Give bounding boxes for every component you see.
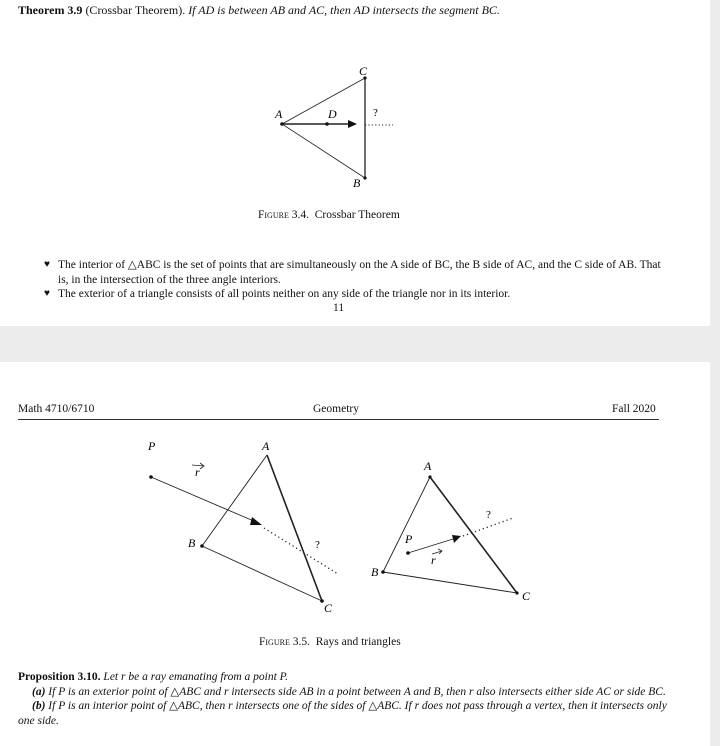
theorem-3-9 <box>18 3 500 18</box>
point-c-right <box>515 591 518 594</box>
ray-extension-left <box>264 528 338 574</box>
theorem-statement: If AD is between AB and AC, then AD intersects the segment BC. <box>188 3 500 17</box>
ray-r-right <box>408 539 453 553</box>
header-term: Fall 2020 <box>612 403 656 415</box>
caption-prefix: Figure 3.5. <box>259 636 310 648</box>
point-p-right <box>406 551 410 555</box>
segment-ac <box>282 78 365 124</box>
header-course: Math 4710/6710 <box>18 403 95 415</box>
label-question-left: ? <box>315 539 320 551</box>
label-question: ? <box>373 107 378 119</box>
point-p-left <box>149 475 153 479</box>
label-b: B <box>353 176 361 190</box>
theorem-label: Theorem 3.9 <box>18 3 83 17</box>
part-b-label: (b) <box>32 700 46 712</box>
bullet-text: The interior of △ABC is the set of points that are simultaneously on the A side of BC, the B side of AC, and the C side of AB. That is, in the intersection of the three angle interiors. <box>58 259 661 286</box>
proposition-part-b <box>18 699 668 728</box>
caption-prefix: Figure 3.4. <box>258 209 309 221</box>
segment-bc-right <box>383 572 517 593</box>
proposition-intro: Let r be a ray emanating from a point P. <box>103 671 289 683</box>
header-subject: Geometry <box>313 403 359 415</box>
point-b-left <box>200 544 204 548</box>
part-a-text: If P is an exterior point of △ABC and r intersects side AB in a point between A and B, then r also intersects either side AC or side BC. <box>48 685 666 698</box>
ray-r-left <box>151 477 256 522</box>
list-item <box>44 258 664 287</box>
label-question-right: ? <box>486 509 491 521</box>
label-p-left: P <box>148 439 156 453</box>
label-r-right: r <box>431 553 436 567</box>
figure-interior-point <box>365 456 545 606</box>
crossbar-figure <box>260 60 420 190</box>
label-a: A <box>275 107 283 121</box>
proposition-part-a <box>18 685 668 700</box>
label-d: D <box>328 107 337 121</box>
pdf-page-11 <box>0 0 710 326</box>
point-a-right <box>428 475 431 478</box>
definition-list <box>44 258 664 302</box>
label-a-left: A <box>262 439 270 453</box>
heart-icon: ♥ <box>44 288 50 299</box>
page-gap <box>0 326 720 362</box>
segment-ac-right <box>430 477 517 593</box>
label-b-left: B <box>188 536 196 550</box>
proposition-intro-line <box>18 670 668 685</box>
proposition-label: Proposition 3.10. <box>18 671 101 683</box>
label-b-right: B <box>371 565 379 579</box>
point-b <box>363 176 366 179</box>
label-c-left: C <box>324 601 333 615</box>
label-r-left: r <box>195 465 200 479</box>
theorem-name: (Crossbar Theorem). <box>85 3 186 17</box>
figure-exterior-point <box>140 436 350 616</box>
figure-3-4-caption <box>258 209 400 221</box>
caption-title: Rays and triangles <box>315 636 401 648</box>
header-rule <box>18 419 659 420</box>
ray-arrowhead <box>348 120 357 128</box>
list-item <box>44 287 664 302</box>
bullet-text: The exterior of a triangle consists of all points neither on any side of the triangle nor in its interior. <box>58 288 511 300</box>
segment-ab-right <box>383 477 430 572</box>
ray-arrowhead-left <box>250 517 262 525</box>
segment-ab-left <box>202 455 267 546</box>
proposition-3-10 <box>18 670 668 728</box>
label-c: C <box>359 64 368 78</box>
label-p-right: P <box>405 532 413 546</box>
heart-icon: ♥ <box>44 259 50 270</box>
label-c-right: C <box>522 589 531 603</box>
segment-ab <box>282 124 365 178</box>
viewer-background-right <box>710 0 720 746</box>
ray-arrowhead-right <box>452 535 461 543</box>
caption-title: Crossbar Theorem <box>314 209 400 221</box>
point-d <box>325 122 329 126</box>
point-a <box>280 122 284 126</box>
label-a-right: A <box>424 459 432 473</box>
figure-3-5-caption <box>259 636 401 648</box>
point-b-right <box>381 570 385 574</box>
part-a-label: (a) <box>32 685 46 698</box>
part-b-text: If P is an interior point of △ABC, then r intersects one of the sides of △ABC. If r does not pass through a vertex, then it intersects only one side. <box>18 700 667 727</box>
page-number: 11 <box>333 302 345 314</box>
